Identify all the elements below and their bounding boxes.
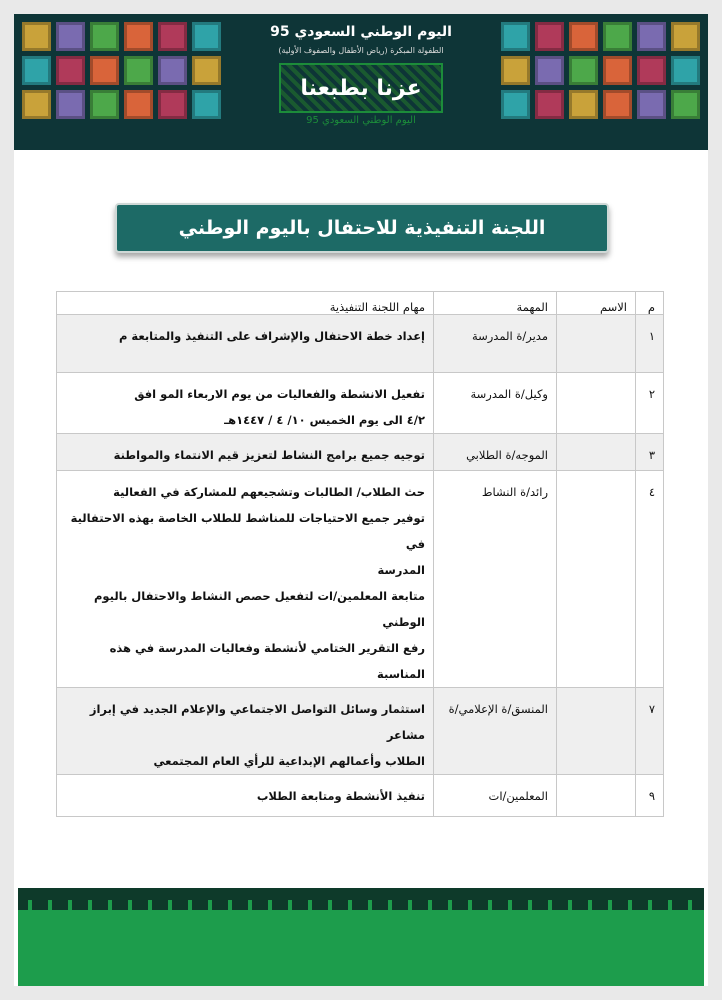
row-role: مدير/ة المدرسة [434,315,557,373]
table-header-row [57,292,664,315]
page-title: اللجنة التنفيذية للاحتفال باليوم الوطني [115,203,609,253]
pattern-tile [603,56,632,85]
row-tasks [57,688,434,775]
pattern-tile [56,22,85,51]
footer-pattern [18,888,704,986]
pattern-tile [501,22,530,51]
pattern-tile [637,22,666,51]
footer-dark-strip [18,888,704,900]
row-number: ٢ [636,373,664,434]
pattern-tile [603,22,632,51]
pattern-tile [569,90,598,119]
row-tasks [57,775,434,817]
header-banner [14,14,708,150]
row-tasks [57,373,434,434]
row-role: المنسق/ة الإعلامي/ة [434,688,557,775]
header-tasks: مهام اللجنة التنفيذية [57,292,434,315]
table-row [57,688,664,775]
pattern-tile [158,56,187,85]
pattern-tile [535,56,564,85]
pattern-tile [158,90,187,119]
pattern-tiles-left [22,22,221,119]
task-line: رفع التقرير الختامي لأنشطة وفعاليات المدرسة في هذه المناسبة [109,641,425,681]
header-num: م [636,292,664,315]
task-line: تفعيل الانشطة والفعاليات من يوم الاربعاء المو افق [134,387,425,401]
pattern-tile [671,22,700,51]
row-role: وكيل/ة المدرسة [434,373,557,434]
pattern-tile [603,90,632,119]
table-row [57,775,664,817]
row-role: الموجه/ة الطلابي [434,434,557,471]
task-line: استثمار وسائل التواصل الاجتماعي والإعلام الجديد في إبراز مشاعر [89,702,425,742]
row-name [557,688,636,775]
task-line: المدرسة [377,563,425,577]
committee-table [56,291,664,817]
pattern-tile [569,56,598,85]
pattern-tile [22,90,51,119]
row-number: ٤ [636,471,664,688]
pattern-tile [501,56,530,85]
pattern-tile [192,90,221,119]
pattern-tile [192,56,221,85]
row-role: المعلمين/ات [434,775,557,817]
pattern-tile [671,90,700,119]
row-name [557,315,636,373]
task-line: توجيه جميع برامج النشاط لتعزيز قيم الانتماء والمواطنة [113,448,425,462]
banner-title: اليوم الوطني السعودي 95 [270,24,452,40]
logo-subtext: اليوم الوطني السعودي 95 [306,115,416,126]
row-tasks [57,471,434,688]
pattern-tile [22,22,51,51]
pattern-tile [90,56,119,85]
row-number: ٧ [636,688,664,775]
national-day-logo: عزنا بطبعنا [279,63,443,113]
banner-subtitle: الطفولة المبكرة (رياض الأطفال والصفوف الأولية) [278,46,444,55]
pattern-tile [90,90,119,119]
row-name [557,434,636,471]
table-row [57,471,664,688]
pattern-tile [90,22,119,51]
document-page [14,14,708,986]
task-line: متابعة المعلمين/ات لتفعيل حصص النشاط والاحتفال باليوم الوطني [93,589,425,629]
pattern-tile [535,90,564,119]
pattern-tile [637,90,666,119]
pattern-tile [501,90,530,119]
pattern-tile [192,22,221,51]
row-number: ١ [636,315,664,373]
row-number: ٣ [636,434,664,471]
row-name [557,471,636,688]
pattern-tile [56,90,85,119]
row-number: ٩ [636,775,664,817]
pattern-tile [22,56,51,85]
table-row [57,373,664,434]
pattern-tile [56,56,85,85]
pattern-tile [535,22,564,51]
task-line: حث الطلاب/ الطالبات وتشجيعهم للمشاركة في الفعالية [113,485,425,499]
task-line: توفير جميع الاحتياجات للمناشط للطلاب الخاصة بهذه الاحتفالية في [70,511,425,551]
header-name: الاسم [557,292,636,315]
header-role: المهمة [434,292,557,315]
pattern-tile [124,22,153,51]
pattern-tile [569,22,598,51]
row-tasks [57,315,434,373]
table-row [57,434,664,471]
row-name [557,775,636,817]
table-row [57,315,664,373]
row-tasks [57,434,434,471]
pattern-tiles-right [501,22,700,119]
pattern-tile [671,56,700,85]
pattern-tile [124,90,153,119]
task-line: ٤/٢ الى يوم الخميس ١٠/ ٤ / ١٤٤٧هـ [224,413,425,427]
pattern-tile [124,56,153,85]
row-role: رائد/ة النشاط [434,471,557,688]
task-line: إعداد خطة الاحتفال والإشراف على التنفيذ والمتابعة م [118,329,425,343]
task-line: تنفيذ الأنشطة ومتابعة الطلاب [256,789,425,803]
pattern-tile [637,56,666,85]
pattern-tile [158,22,187,51]
task-line: الطلاب وأعمالهم الإبداعية للرأي العام المجتمعي [153,754,425,768]
row-name [557,373,636,434]
